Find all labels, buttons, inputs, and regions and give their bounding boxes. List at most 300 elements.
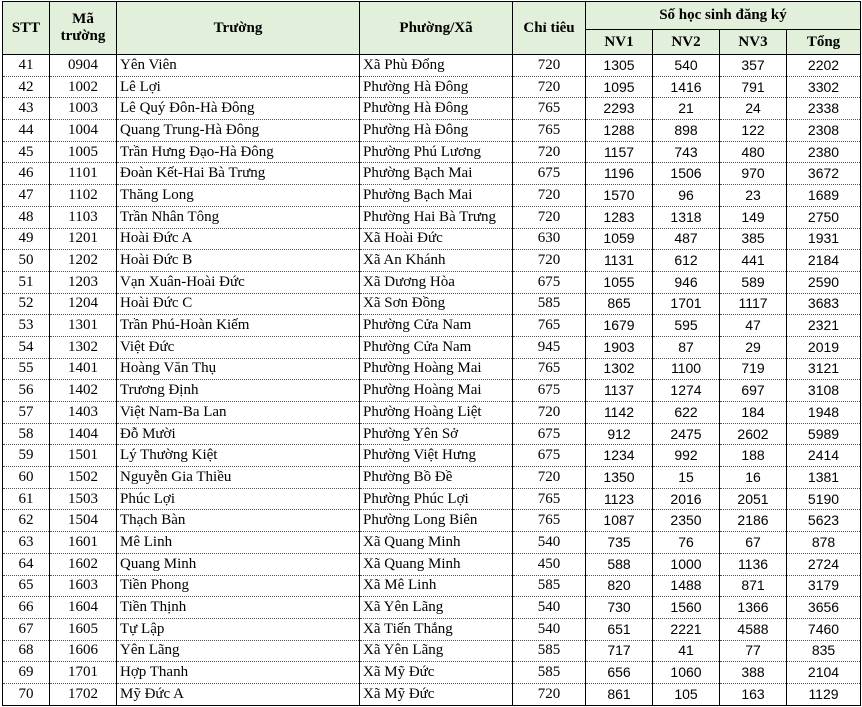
table-row: [3, 98, 861, 120]
cell-ma-truong: 1201: [50, 228, 117, 250]
cell-phuong-xa: Phường Phú Lương: [360, 141, 513, 163]
cell-ma-truong: 1601: [50, 532, 117, 554]
cell-chi-tieu: 540: [513, 618, 586, 640]
cell-nv2: 743: [653, 141, 720, 163]
cell-nv1: 1123: [586, 488, 653, 510]
cell-tong: 3121: [787, 358, 861, 380]
cell-phuong-xa: Xã Mê Linh: [360, 575, 513, 597]
cell-nv1: 1142: [586, 402, 653, 424]
table-row: [3, 618, 861, 640]
cell-chi-tieu: 720: [513, 55, 586, 77]
header-chi-tieu: Chỉ tiêu: [513, 2, 586, 55]
cell-truong: Nguyễn Gia Thiều: [117, 467, 360, 489]
cell-nv1: 1157: [586, 141, 653, 163]
cell-chi-tieu: 585: [513, 293, 586, 315]
table-row: [3, 597, 861, 619]
cell-stt: 66: [3, 597, 50, 619]
cell-chi-tieu: 720: [513, 683, 586, 705]
cell-tong: 3179: [787, 575, 861, 597]
cell-nv1: 1196: [586, 163, 653, 185]
table-row: [3, 185, 861, 207]
cell-truong: Hoàng Văn Thụ: [117, 358, 360, 380]
cell-chi-tieu: 765: [513, 98, 586, 120]
cell-nv2: 946: [653, 271, 720, 293]
cell-nv1: 912: [586, 423, 653, 445]
cell-ma-truong: 1605: [50, 618, 117, 640]
cell-nv1: 861: [586, 683, 653, 705]
table-row: [3, 553, 861, 575]
cell-nv2: 105: [653, 683, 720, 705]
cell-nv2: 41: [653, 640, 720, 662]
cell-chi-tieu: 720: [513, 467, 586, 489]
cell-truong: Mỹ Đức A: [117, 683, 360, 705]
cell-truong: Hoài Đức C: [117, 293, 360, 315]
cell-ma-truong: 1504: [50, 510, 117, 532]
cell-nv3: 388: [720, 662, 787, 684]
cell-nv3: 188: [720, 445, 787, 467]
cell-tong: 3656: [787, 597, 861, 619]
cell-stt: 41: [3, 55, 50, 77]
table-body: [3, 55, 861, 706]
cell-nv2: 1318: [653, 206, 720, 228]
cell-chi-tieu: 720: [513, 141, 586, 163]
cell-truong: Việt Nam-Ba Lan: [117, 402, 360, 424]
cell-phuong-xa: Phường Việt Hưng: [360, 445, 513, 467]
table-row: [3, 120, 861, 142]
cell-nv3: 719: [720, 358, 787, 380]
cell-truong: Lý Thường Kiệt: [117, 445, 360, 467]
header-ma-truong: Mã trường: [50, 2, 117, 55]
cell-truong: Hoài Đức A: [117, 228, 360, 250]
cell-tong: 2104: [787, 662, 861, 684]
table-row: [3, 206, 861, 228]
header-nv2: NV2: [653, 30, 720, 55]
cell-nv3: 441: [720, 250, 787, 272]
cell-nv1: 656: [586, 662, 653, 684]
registration-table: [2, 1, 861, 706]
cell-phuong-xa: Phường Hoàng Mai: [360, 358, 513, 380]
cell-phuong-xa: Phường Hà Đông: [360, 76, 513, 98]
cell-stt: 43: [3, 98, 50, 120]
cell-tong: 2321: [787, 315, 861, 337]
cell-ma-truong: 1604: [50, 597, 117, 619]
cell-ma-truong: 1501: [50, 445, 117, 467]
cell-ma-truong: 1602: [50, 553, 117, 575]
cell-phuong-xa: Xã Mỹ Đức: [360, 683, 513, 705]
cell-nv2: 595: [653, 315, 720, 337]
cell-nv1: 730: [586, 597, 653, 619]
table-row: [3, 163, 861, 185]
cell-chi-tieu: 675: [513, 271, 586, 293]
cell-phuong-xa: Phường Cửa Nam: [360, 315, 513, 337]
header-so-hoc-sinh: Số học sinh đăng ký: [586, 2, 861, 30]
cell-ma-truong: 0904: [50, 55, 117, 77]
cell-phuong-xa: Phường Bạch Mai: [360, 185, 513, 207]
cell-nv1: 1095: [586, 76, 653, 98]
table-row: [3, 640, 861, 662]
cell-nv2: 1416: [653, 76, 720, 98]
cell-ma-truong: 1404: [50, 423, 117, 445]
cell-phuong-xa: Phường Hà Đông: [360, 98, 513, 120]
cell-nv3: 871: [720, 575, 787, 597]
cell-nv1: 1302: [586, 358, 653, 380]
cell-nv2: 2016: [653, 488, 720, 510]
cell-nv2: 612: [653, 250, 720, 272]
cell-truong: Lê Quý Đôn-Hà Đông: [117, 98, 360, 120]
cell-truong: Lê Lợi: [117, 76, 360, 98]
cell-phuong-xa: Phường Long Biên: [360, 510, 513, 532]
cell-stt: 52: [3, 293, 50, 315]
cell-phuong-xa: Phường Hoàng Liệt: [360, 402, 513, 424]
table-row: [3, 467, 861, 489]
cell-nv3: 2186: [720, 510, 787, 532]
cell-chi-tieu: 540: [513, 597, 586, 619]
cell-ma-truong: 1005: [50, 141, 117, 163]
cell-nv3: 697: [720, 380, 787, 402]
cell-ma-truong: 1202: [50, 250, 117, 272]
cell-phuong-xa: Xã An Khánh: [360, 250, 513, 272]
cell-ma-truong: 1603: [50, 575, 117, 597]
cell-truong: Quang Minh: [117, 553, 360, 575]
cell-truong: Hợp Thanh: [117, 662, 360, 684]
cell-nv2: 21: [653, 98, 720, 120]
cell-nv2: 15: [653, 467, 720, 489]
cell-ma-truong: 1403: [50, 402, 117, 424]
cell-ma-truong: 1606: [50, 640, 117, 662]
header-nv3: NV3: [720, 30, 787, 55]
cell-stt: 51: [3, 271, 50, 293]
cell-nv1: 1305: [586, 55, 653, 77]
cell-nv2: 622: [653, 402, 720, 424]
cell-chi-tieu: 720: [513, 206, 586, 228]
cell-tong: 2338: [787, 98, 861, 120]
cell-nv3: 77: [720, 640, 787, 662]
cell-phuong-xa: Xã Mỹ Đức: [360, 662, 513, 684]
cell-truong: Trương Định: [117, 380, 360, 402]
cell-nv1: 1283: [586, 206, 653, 228]
cell-tong: 1948: [787, 402, 861, 424]
cell-stt: 62: [3, 510, 50, 532]
cell-nv3: 1117: [720, 293, 787, 315]
cell-stt: 69: [3, 662, 50, 684]
cell-chi-tieu: 720: [513, 76, 586, 98]
header-truong: Trường: [117, 2, 360, 55]
cell-stt: 56: [3, 380, 50, 402]
cell-chi-tieu: 675: [513, 423, 586, 445]
cell-nv3: 67: [720, 532, 787, 554]
table-row: [3, 510, 861, 532]
cell-phuong-xa: Xã Yên Lãng: [360, 597, 513, 619]
table-row: [3, 662, 861, 684]
cell-stt: 46: [3, 163, 50, 185]
cell-chi-tieu: 450: [513, 553, 586, 575]
cell-tong: 3302: [787, 76, 861, 98]
cell-nv3: 357: [720, 55, 787, 77]
cell-ma-truong: 1204: [50, 293, 117, 315]
cell-phuong-xa: Xã Phù Đổng: [360, 55, 513, 77]
cell-phuong-xa: Phường Cửa Nam: [360, 336, 513, 358]
cell-nv3: 970: [720, 163, 787, 185]
cell-ma-truong: 1004: [50, 120, 117, 142]
cell-nv3: 16: [720, 467, 787, 489]
table-row: [3, 683, 861, 705]
cell-phuong-xa: Phường Yên Sở: [360, 423, 513, 445]
cell-ma-truong: 1301: [50, 315, 117, 337]
table-row: [3, 358, 861, 380]
cell-nv2: 2221: [653, 618, 720, 640]
cell-stt: 64: [3, 553, 50, 575]
cell-ma-truong: 1002: [50, 76, 117, 98]
header-tong: Tổng: [787, 30, 861, 55]
header-phuong-xa: Phường/Xã: [360, 2, 513, 55]
cell-nv3: 1136: [720, 553, 787, 575]
cell-nv1: 1137: [586, 380, 653, 402]
cell-tong: 2590: [787, 271, 861, 293]
table-row: [3, 402, 861, 424]
cell-stt: 59: [3, 445, 50, 467]
cell-nv3: 589: [720, 271, 787, 293]
cell-phuong-xa: Phường Bồ Đề: [360, 467, 513, 489]
cell-chi-tieu: 540: [513, 532, 586, 554]
cell-nv1: 865: [586, 293, 653, 315]
table-row: [3, 271, 861, 293]
cell-phuong-xa: Xã Hoài Đức: [360, 228, 513, 250]
cell-tong: 2380: [787, 141, 861, 163]
cell-nv3: 2051: [720, 488, 787, 510]
cell-tong: 2184: [787, 250, 861, 272]
cell-nv2: 2475: [653, 423, 720, 445]
cell-stt: 68: [3, 640, 50, 662]
cell-truong: Đỗ Mười: [117, 423, 360, 445]
cell-nv1: 588: [586, 553, 653, 575]
table-row: [3, 293, 861, 315]
table-row: [3, 445, 861, 467]
cell-truong: Trần Hưng Đạo-Hà Đông: [117, 141, 360, 163]
cell-nv1: 1234: [586, 445, 653, 467]
cell-chi-tieu: 765: [513, 315, 586, 337]
cell-chi-tieu: 765: [513, 120, 586, 142]
cell-chi-tieu: 720: [513, 250, 586, 272]
cell-chi-tieu: 720: [513, 185, 586, 207]
cell-nv2: 1100: [653, 358, 720, 380]
cell-tong: 835: [787, 640, 861, 662]
cell-chi-tieu: 630: [513, 228, 586, 250]
cell-stt: 61: [3, 488, 50, 510]
cell-nv2: 898: [653, 120, 720, 142]
cell-truong: Thăng Long: [117, 185, 360, 207]
cell-stt: 70: [3, 683, 50, 705]
cell-truong: Phúc Lợi: [117, 488, 360, 510]
cell-stt: 45: [3, 141, 50, 163]
cell-stt: 60: [3, 467, 50, 489]
cell-phuong-xa: Phường Hà Đông: [360, 120, 513, 142]
cell-stt: 48: [3, 206, 50, 228]
cell-truong: Tiền Thịnh: [117, 597, 360, 619]
cell-phuong-xa: Xã Yên Lãng: [360, 640, 513, 662]
cell-phuong-xa: Xã Dương Hòa: [360, 271, 513, 293]
cell-nv2: 1060: [653, 662, 720, 684]
cell-stt: 47: [3, 185, 50, 207]
cell-nv3: 29: [720, 336, 787, 358]
cell-tong: 2750: [787, 206, 861, 228]
cell-nv2: 1000: [653, 553, 720, 575]
cell-tong: 7460: [787, 618, 861, 640]
cell-nv2: 1274: [653, 380, 720, 402]
cell-tong: 5190: [787, 488, 861, 510]
cell-ma-truong: 1503: [50, 488, 117, 510]
cell-tong: 2202: [787, 55, 861, 77]
cell-tong: 1689: [787, 185, 861, 207]
cell-truong: Thạch Bàn: [117, 510, 360, 532]
cell-nv2: 96: [653, 185, 720, 207]
cell-nv3: 1366: [720, 597, 787, 619]
cell-nv1: 2293: [586, 98, 653, 120]
cell-ma-truong: 1401: [50, 358, 117, 380]
cell-chi-tieu: 765: [513, 510, 586, 532]
header-stt: STT: [3, 2, 50, 55]
cell-ma-truong: 1203: [50, 271, 117, 293]
table-row: [3, 141, 861, 163]
cell-ma-truong: 1702: [50, 683, 117, 705]
cell-stt: 50: [3, 250, 50, 272]
cell-nv2: 1701: [653, 293, 720, 315]
cell-nv3: 791: [720, 76, 787, 98]
cell-chi-tieu: 675: [513, 445, 586, 467]
cell-stt: 58: [3, 423, 50, 445]
cell-nv1: 1131: [586, 250, 653, 272]
cell-stt: 44: [3, 120, 50, 142]
table-row: [3, 250, 861, 272]
table-row: [3, 315, 861, 337]
cell-truong: Mê Linh: [117, 532, 360, 554]
cell-nv2: 992: [653, 445, 720, 467]
cell-nv2: 1506: [653, 163, 720, 185]
cell-phuong-xa: Phường Hoàng Mai: [360, 380, 513, 402]
cell-nv2: 540: [653, 55, 720, 77]
table-row: [3, 228, 861, 250]
cell-truong: Vạn Xuân-Hoài Đức: [117, 271, 360, 293]
cell-phuong-xa: Phường Phúc Lợi: [360, 488, 513, 510]
cell-tong: 878: [787, 532, 861, 554]
cell-nv3: 23: [720, 185, 787, 207]
table-row: [3, 423, 861, 445]
cell-nv2: 76: [653, 532, 720, 554]
table-row: [3, 575, 861, 597]
cell-tong: 3108: [787, 380, 861, 402]
cell-ma-truong: 1103: [50, 206, 117, 228]
table-row: [3, 76, 861, 98]
cell-chi-tieu: 675: [513, 163, 586, 185]
cell-stt: 55: [3, 358, 50, 380]
cell-tong: 1931: [787, 228, 861, 250]
cell-nv3: 480: [720, 141, 787, 163]
cell-truong: Quang Trung-Hà Đông: [117, 120, 360, 142]
table-row: [3, 336, 861, 358]
cell-ma-truong: 1701: [50, 662, 117, 684]
cell-tong: 3672: [787, 163, 861, 185]
cell-nv1: 1288: [586, 120, 653, 142]
cell-ma-truong: 1502: [50, 467, 117, 489]
cell-ma-truong: 1402: [50, 380, 117, 402]
cell-stt: 67: [3, 618, 50, 640]
cell-chi-tieu: 585: [513, 662, 586, 684]
cell-phuong-xa: Xã Quang Minh: [360, 553, 513, 575]
cell-tong: 2308: [787, 120, 861, 142]
cell-nv2: 2350: [653, 510, 720, 532]
cell-ma-truong: 1102: [50, 185, 117, 207]
cell-phuong-xa: Phường Hai Bà Trưng: [360, 206, 513, 228]
cell-nv3: 122: [720, 120, 787, 142]
table-row: [3, 532, 861, 554]
cell-chi-tieu: 765: [513, 358, 586, 380]
cell-nv1: 735: [586, 532, 653, 554]
cell-chi-tieu: 585: [513, 575, 586, 597]
cell-stt: 65: [3, 575, 50, 597]
cell-nv3: 163: [720, 683, 787, 705]
cell-nv3: 2602: [720, 423, 787, 445]
cell-tong: 1129: [787, 683, 861, 705]
cell-chi-tieu: 720: [513, 402, 586, 424]
cell-truong: Trần Phú-Hoàn Kiếm: [117, 315, 360, 337]
cell-stt: 42: [3, 76, 50, 98]
cell-truong: Đoàn Kết-Hai Bà Trưng: [117, 163, 360, 185]
table-row: [3, 55, 861, 77]
cell-stt: 57: [3, 402, 50, 424]
cell-nv2: 1560: [653, 597, 720, 619]
table-row: [3, 380, 861, 402]
cell-ma-truong: 1003: [50, 98, 117, 120]
cell-stt: 63: [3, 532, 50, 554]
cell-tong: 1381: [787, 467, 861, 489]
table-row: [3, 488, 861, 510]
cell-nv1: 1570: [586, 185, 653, 207]
cell-nv1: 1087: [586, 510, 653, 532]
cell-nv3: 184: [720, 402, 787, 424]
cell-nv1: 1350: [586, 467, 653, 489]
cell-phuong-xa: Xã Quang Minh: [360, 532, 513, 554]
cell-truong: Trần Nhân Tông: [117, 206, 360, 228]
cell-nv1: 1059: [586, 228, 653, 250]
cell-truong: Hoài Đức B: [117, 250, 360, 272]
cell-nv1: 1679: [586, 315, 653, 337]
cell-nv2: 1488: [653, 575, 720, 597]
cell-nv1: 1903: [586, 336, 653, 358]
cell-ma-truong: 1101: [50, 163, 117, 185]
cell-chi-tieu: 585: [513, 640, 586, 662]
cell-phuong-xa: Xã Sơn Đồng: [360, 293, 513, 315]
cell-tong: 2019: [787, 336, 861, 358]
cell-chi-tieu: 945: [513, 336, 586, 358]
cell-chi-tieu: 765: [513, 488, 586, 510]
cell-tong: 5989: [787, 423, 861, 445]
cell-nv2: 87: [653, 336, 720, 358]
cell-nv1: 820: [586, 575, 653, 597]
cell-tong: 3683: [787, 293, 861, 315]
cell-nv3: 385: [720, 228, 787, 250]
cell-truong: Tiền Phong: [117, 575, 360, 597]
cell-truong: Việt Đức: [117, 336, 360, 358]
header-nv1: NV1: [586, 30, 653, 55]
cell-nv1: 651: [586, 618, 653, 640]
cell-nv3: 149: [720, 206, 787, 228]
cell-truong: Tự Lập: [117, 618, 360, 640]
cell-truong: Yên Lãng: [117, 640, 360, 662]
cell-tong: 2724: [787, 553, 861, 575]
cell-chi-tieu: 675: [513, 380, 586, 402]
cell-nv3: 47: [720, 315, 787, 337]
cell-stt: 49: [3, 228, 50, 250]
cell-tong: 5623: [787, 510, 861, 532]
